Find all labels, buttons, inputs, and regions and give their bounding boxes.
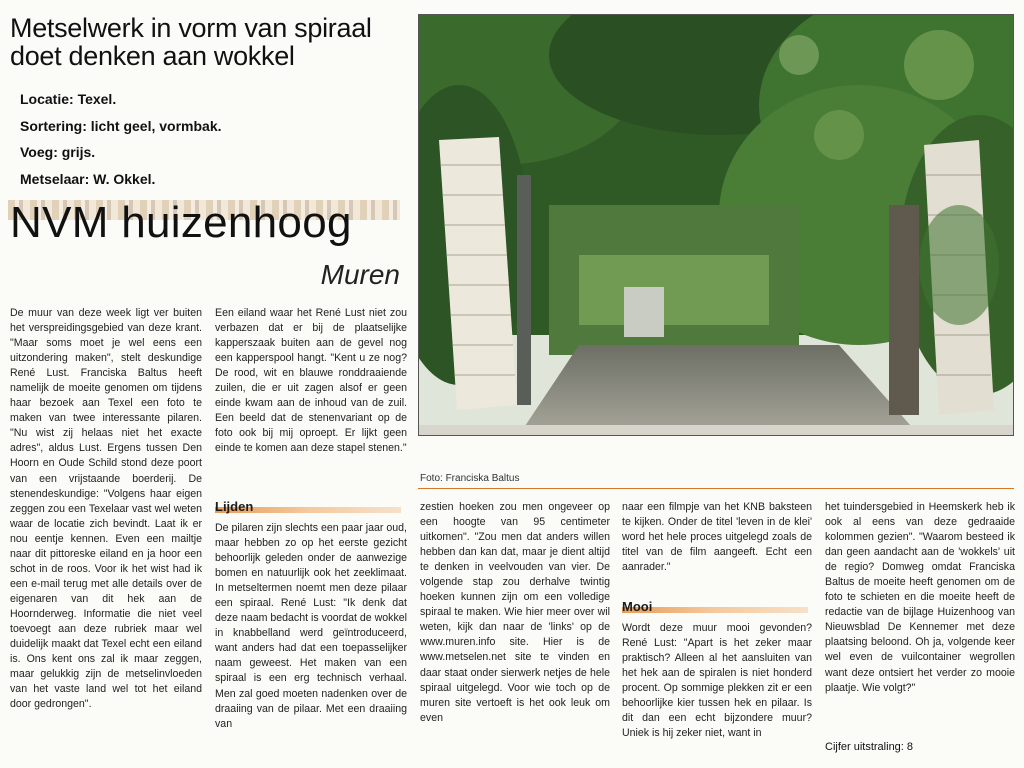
- article-column-3: [420, 500, 610, 726]
- article-column-4-top: [622, 500, 812, 575]
- subheading-lijden-text: Lijden: [215, 499, 254, 514]
- subheading-mooi-text: Mooi: [622, 599, 653, 614]
- fact-joint: Voeg: grijs.: [20, 144, 96, 160]
- gate-photo-image: [419, 15, 1013, 435]
- fact-sorting: Sortering: licht geel, vormbak.: [20, 117, 222, 134]
- article-column-3-text: zestien hoeken zou men ongeveer op een hoogte van 95 centimeter uitkomen". "Zou men dat anders willen hebben dan kan dat, maar je dient altijd te denken in veelvouden van vier. De volgende stap zou derhalve twintig hoeken kunnen zijn om een volledige spiraal te maken. Wie hier meer over wil weten, kijk dan naar de 'links' op de www.muren.info site. Hier is de www.metselen.net site te vinden en daar staat onder sierwerk netjes de hele spiraal uitgelegd. Voor wie toch op de muren site vertoeft is het ook leuk om even: [420, 501, 610, 724]
- article-column-2-bottom-text: De pilaren zijn slechts een paar jaar oud, maar hebben zo op het eerste gezicht behoorlijk geleden onder de aanwezige bomen en natuurlijk ook het zeeklimaat. In metseltermen noemt men deze pilaar een spiraal. René Lust: "Ik denk dat deze naam bedacht is voordat de wokkel in knabbelland werd geïntroduceerd, want anders had dat een toepasselijker naam geweest. Het maken van een spiraal is een erg technisch verhaal. Men zal goed moeten nadenken over de draaiing van de pilaar. Met een draaiing van: [215, 522, 407, 730]
- masthead: [8, 196, 408, 248]
- masthead-title: NVM huizenhoog: [10, 198, 352, 247]
- article-column-2-top-text: Een eiland waar het René Lust niet zou verbazen dat er bij de plaatselijke kapperszaak buiten aan de gevel nog een kapperspool hangt. "Kent u ze nog? De rood, wit en blauwe ronddraaiende zuilen, die er uit zagen alsof er geen einde kwam aan de inhoud van de zuil. Een beeld dat de stenenvariant op de foto ook bij mij oproept. Er lijkt geen einde te komen aan deze stapel stenen.": [215, 307, 407, 455]
- fact-bricklayer: Metselaar: W. Okkel.: [20, 170, 156, 187]
- rating: Cijfer uitstraling: 8: [825, 741, 914, 753]
- article-column-5-text: het tuindersgebied in Heemskerk heb ik ook al eens van deze gedraaide kolommen gezien". "Waarom besteed ik dan geen aandacht aan de 'wokkels' uit de regio? Domweg omdat Franciska Baltus de moeite heeft genomen om de foto te schieten en die moeite heeft de redactie van de bijlage Huizenhoog van Nieuwsblad De Kennemer met deze plaatsing beloond. Oh ja, volgende keer wel even de vuilcontainer wegrollen want deze ontsiert het verder zo mooie plaatje. Wie volgt?": [825, 501, 1015, 694]
- article-column-1: [10, 306, 202, 712]
- fact-location: Locatie: Texel.: [20, 91, 117, 107]
- article-column-5: [825, 500, 1015, 696]
- article-column-1-text: De muur van deze week ligt ver buiten het verspreidingsgebied van deze krant. "Maar soms moet je wel eens een uitzondering maken", stelt deskundige René Lust. Franciska Baltus heeft namelijk de moeite genomen om tijdens haar bezoek aan Texel een foto te maken van twee interessante pilaren. "Nu wist zij helaas niet het exacte adres", aldus Lust. Ergens tussen Den Hoorn en Oude Schild stond deze poort van een vrijstaande boerderij. De stenendeskundige: "Volgens haar eigen zeggen zou een Texelaar vast wel weten waar de locatie zich bevindt. Laat ik er nou eentje kennen. Even een mailtje naar dit pittoreske eiland en ja hoor een schot in de roos. Voor ik het wist had ik een e-mail terug met alle details over de eigenaren van dit hek aan de Hoornderweg. Informatie die niet veel toevoegt aan deze rubriek maar wel duidelijk maakt dat Texel echt een eiland is. Ons kent ons zal ik maar zeggen, maar gelukkig zijn de metselinvloeden van het vaste land wel tot het eiland door gedrongen".: [10, 307, 202, 711]
- headline: Metselwerk in vorm van spiraal doet denken aan wokkel: [10, 13, 372, 71]
- article-column-2-bottom: [215, 521, 407, 732]
- article-column-4-bottom-text: Wordt deze muur mooi gevonden? René Lust: "Apart is het zeker maar praktisch? Alleen al het aansluiten van het hek aan de spiralen is niet honderd procent. Op sommige plekken zit er een behoorlijke kier tussen hek en pilaar. Is dit dan een echt bijzondere muur? Uniek is hij zeker niet, want in: [622, 622, 812, 740]
- section-subtitle: Muren: [320, 259, 400, 290]
- article-column-4-top-text: naar een filmpje van het KNB baksteen te kijken. Onder de titel 'leven in de klei' word het hele proces uitgelegd zoals de titel van de film aangeeft. Echt een aanrader.": [622, 501, 812, 574]
- facts-list: [20, 86, 410, 192]
- caption-rule: [418, 488, 1014, 489]
- subheading-lijden: [215, 498, 401, 516]
- gate-photo: [418, 14, 1014, 436]
- article-column-2-top: [215, 306, 407, 456]
- photo-caption: Foto: Franciska Baltus: [420, 473, 520, 484]
- subheading-mooi: [622, 598, 808, 616]
- article-column-4-bottom: [622, 621, 812, 741]
